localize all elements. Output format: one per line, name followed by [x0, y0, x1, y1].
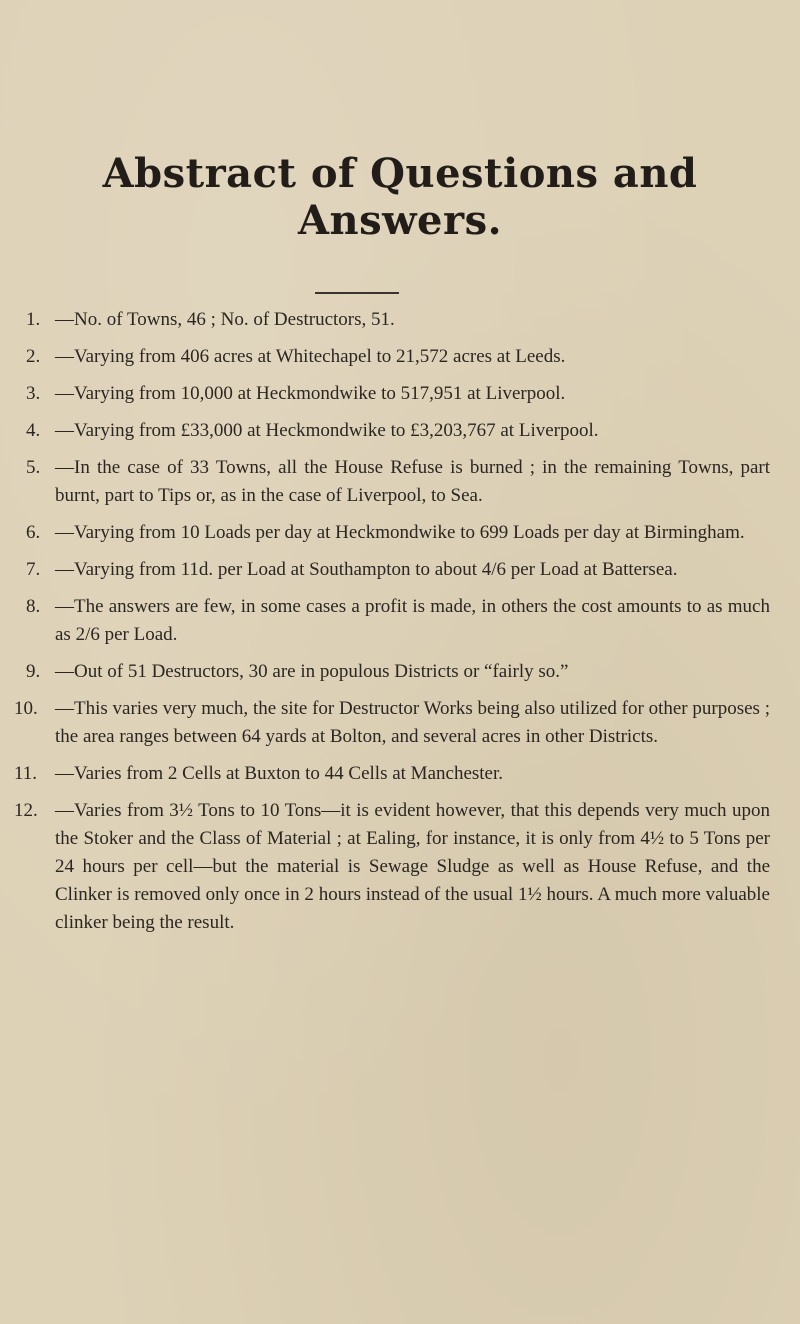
answer-text: —Varying from 406 acres at Whitechapel to 21,572 acres at Leeds.: [55, 346, 566, 367]
answer-item: [0, 380, 800, 408]
answer-text: —Varying from 11d. per Load at Southampton to about 4/6 per Load at Battersea.: [55, 559, 678, 580]
answer-item: [0, 760, 800, 788]
answer-item: [0, 695, 800, 751]
answer-text: —Varies from 2 Cells at Buxton to 44 Cells at Manchester.: [55, 763, 504, 784]
answer-text: —This varies very much, the site for Destructor Works being also utilized for other purposes ; the area ranges between 64 yards at Bolton, and several acres in other Districts.: [55, 698, 770, 747]
answer-item: [0, 519, 800, 547]
answer-item: [0, 658, 800, 686]
title-divider: [315, 292, 399, 294]
answer-text: —Varying from 10 Loads per day at Heckmondwike to 699 Loads per day at Birmingham.: [55, 522, 745, 543]
answer-number: 10.: [14, 698, 38, 719]
answer-text: —No. of Towns, 46 ; No. of Destructors, 51.: [55, 309, 395, 330]
answer-item: [0, 797, 800, 937]
answer-text: —Out of 51 Destructors, 30 are in populous Districts or “fairly so.”: [55, 661, 569, 682]
answer-number: 11.: [14, 763, 38, 784]
answer-number: 7.: [26, 559, 41, 580]
answer-text: —Varies from 3½ Tons to 10 Tons—it is evident however, that this depends very much upon the Stoker and the Class of Material ; at Ealing, for instance, it is only from 4½ to 5 Tons per 24 hours per cell—but the material is Sewage Sludge as well as House Refuse, and the Clinker is removed only once in 2 hours instead of the usual 1½ hours. A much more valuable clinker being the result.: [55, 800, 770, 933]
answer-item: [0, 417, 800, 445]
page-title: Abstract of Questions and Answers.: [102, 150, 698, 244]
answer-text: —Varying from 10,000 at Heckmondwike to 517,951 at Liverpool.: [55, 383, 566, 404]
answer-number: 8.: [26, 596, 41, 617]
answer-number: 12.: [14, 800, 38, 821]
answer-text: —Varying from £33,000 at Heckmondwike to £3,203,767 at Liverpool.: [55, 420, 599, 441]
answer-number: 5.: [26, 457, 41, 478]
answer-number: 4.: [26, 420, 41, 441]
answer-list: [0, 306, 800, 946]
answer-item: [0, 306, 800, 334]
answer-number: 3.: [26, 383, 41, 404]
answer-item: [0, 343, 800, 371]
answer-item: [0, 454, 800, 510]
answer-item: [0, 556, 800, 584]
answer-number: 2.: [26, 346, 41, 367]
answer-text: —In the case of 33 Towns, all the House Refuse is burned ; in the remaining Towns, part burnt, part to Tips or, as in the case of Liverpool, to Sea.: [55, 457, 770, 506]
answer-item: [0, 593, 800, 649]
answer-text: —The answers are few, in some cases a profit is made, in others the cost amounts to as much as 2/6 per Load.: [55, 596, 770, 645]
answer-number: 9.: [26, 661, 41, 682]
answer-number: 6.: [26, 522, 41, 543]
answer-number: 1.: [26, 309, 41, 330]
